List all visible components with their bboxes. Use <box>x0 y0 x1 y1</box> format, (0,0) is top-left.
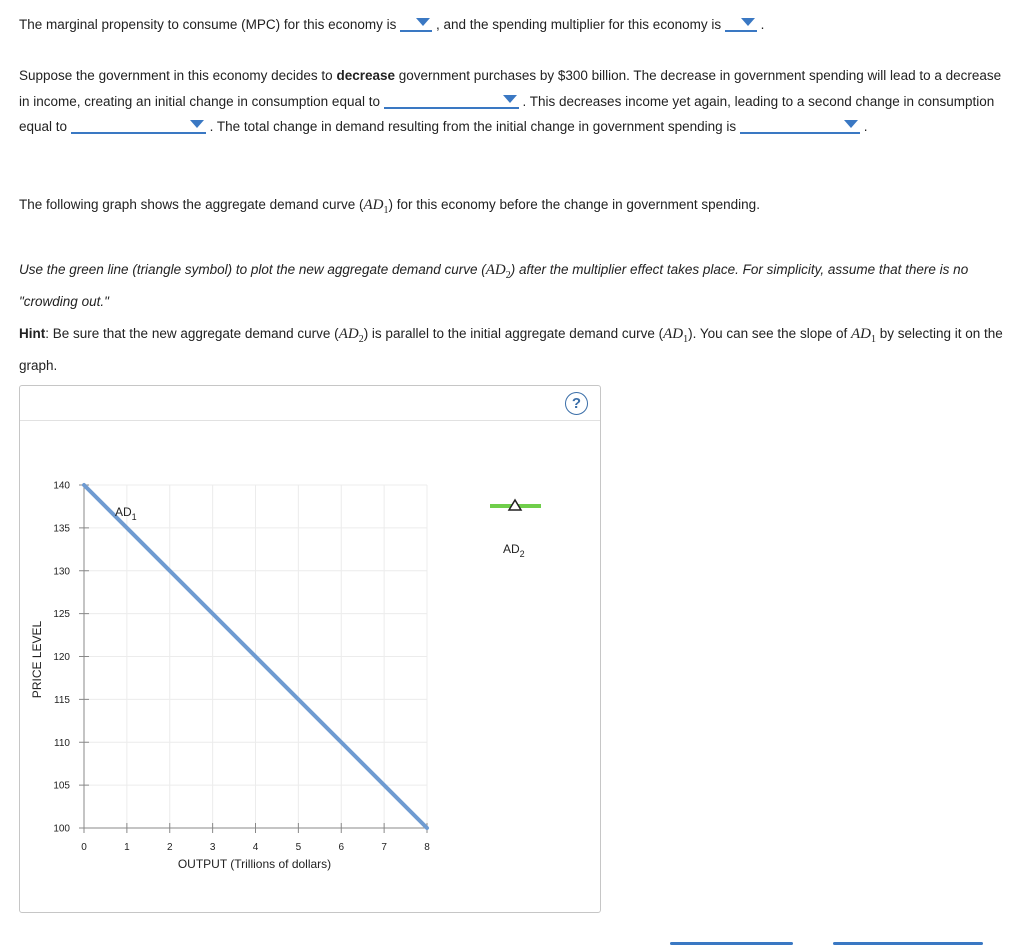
graph-intro: The following graph shows the aggregate demand curve $(AD_1)$ for this economy before the change in government spending. <box>19 197 760 216</box>
mpc-dropdown[interactable] <box>400 16 432 32</box>
chevron-down-icon <box>503 95 517 103</box>
x-tick-label: 8 <box>424 842 430 853</box>
y-tick-label: 135 <box>53 523 70 535</box>
initial-consumption-dropdown[interactable] <box>384 93 519 109</box>
help-icon[interactable]: ? <box>565 392 588 415</box>
y-tick-label: 130 <box>53 566 70 578</box>
ad2-tool-label: $AD_2$ <box>503 542 525 559</box>
chevron-down-icon <box>190 120 204 128</box>
multiplier-question-text: , and the spending multiplier for this economy is <box>435 17 722 32</box>
instruction-text: Use the green line (triangle symbol) to plot the new aggregate demand curve $(AD_2)$ after the multiplier effect takes place. For simplicity, assume that there is no "crowding out." <box>19 262 969 309</box>
x-tick-label: 1 <box>124 842 130 853</box>
y-tick-label: 125 <box>53 609 70 621</box>
y-tick-label: 140 <box>53 480 70 492</box>
total-change-dropdown[interactable] <box>740 118 860 134</box>
y-tick-label: 120 <box>53 652 70 663</box>
ad1-label: $AD_1$ <box>115 505 137 522</box>
hint-text: Hint: Be sure that the new aggregate demand curve $(AD_2)$ is parallel to the initial aggregate demand curve $(AD_1)$. You can see the slope of $AD_1$ by selecting it on the graph. <box>19 326 1003 373</box>
x-tick-label: 6 <box>338 842 345 853</box>
x-tick-label: 7 <box>381 842 387 853</box>
chevron-down-icon <box>844 120 858 128</box>
mpc-question: The marginal propensity to consume (MPC) for this economy is , and the spending multiplier for this economy is . <box>19 17 765 32</box>
graph-panel <box>19 385 601 913</box>
y-tick-label: 115 <box>54 694 70 706</box>
x-tick-label: 0 <box>81 842 87 853</box>
mpc-question-text: The marginal propensity to consume (MPC) for this economy is <box>19 17 397 32</box>
y-tick-label: 110 <box>54 737 70 749</box>
second-consumption-dropdown[interactable] <box>71 118 206 134</box>
spending-question: Suppose the government in this economy decides to decrease government purchases by $300 billion. The decrease in government spending will lead to a decrease in income, creating an initial change in consumption equal to . This decreases income yet again, leading to a second change in consumption equal to . The total change in demand resulting from the initial change in government spending is . <box>19 68 1002 134</box>
x-tick-label: 4 <box>252 842 259 853</box>
x-axis-label: OUTPUT (Trillions of dollars) <box>177 857 332 871</box>
graph-toolbar <box>20 386 600 421</box>
chevron-down-icon <box>416 18 430 26</box>
y-axis-label: PRICE LEVEL <box>30 620 44 699</box>
x-tick-label: 2 <box>166 842 173 853</box>
y-tick-label: 100 <box>53 823 70 835</box>
multiplier-dropdown[interactable] <box>725 16 757 32</box>
x-tick-label: 5 <box>295 842 302 853</box>
y-tick-label: 105 <box>53 780 70 792</box>
chevron-down-icon <box>741 18 755 26</box>
x-tick-label: 3 <box>209 842 216 853</box>
